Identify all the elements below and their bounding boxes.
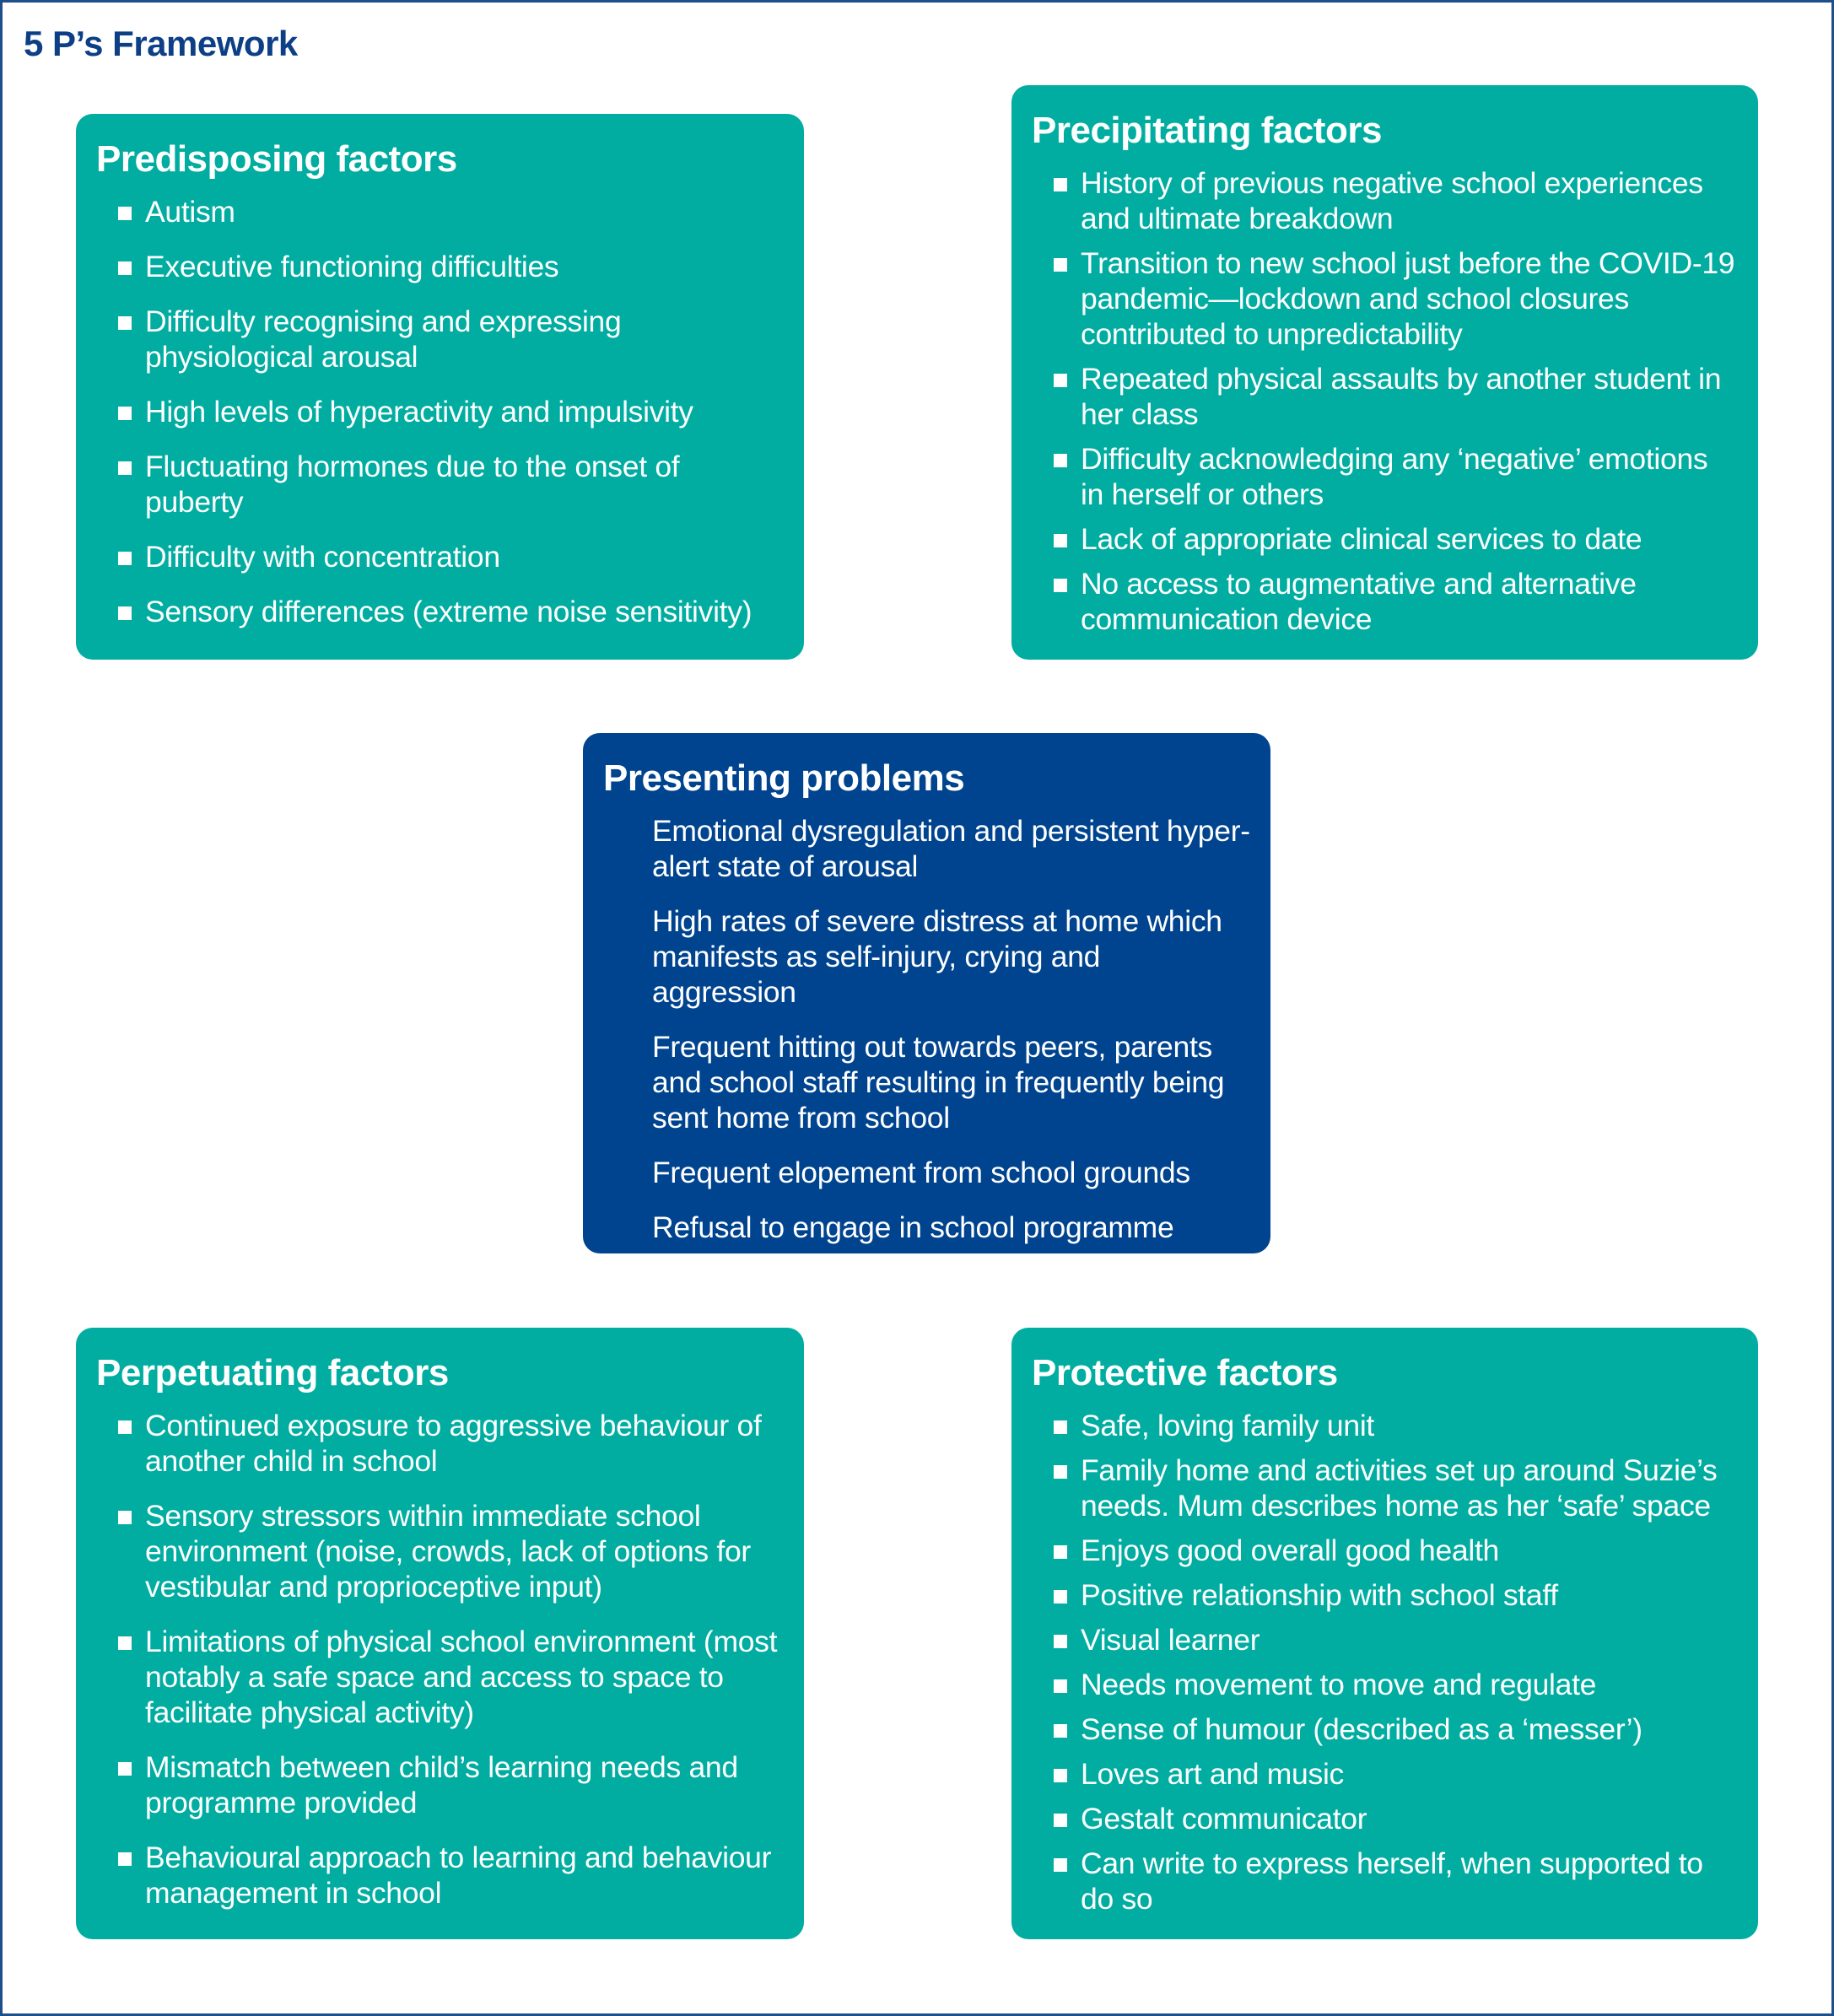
square-bullet-icon: [118, 1420, 132, 1434]
list-item: Fluctuating hormones due to the onset of puberty: [96, 449, 784, 520]
predisposing-heading: Predisposing factors: [96, 138, 457, 180]
list-item: Visual learner: [1032, 1622, 1738, 1658]
precipitating-list: [1032, 165, 1738, 637]
list-item: Difficulty acknowledging any ‘negative’ emotions in herself or others: [1032, 441, 1738, 512]
square-bullet-icon: [1054, 374, 1067, 387]
square-bullet-icon: [118, 407, 132, 420]
presenting-problems-box: [583, 733, 1270, 1253]
list-item: Frequent elopement from school grounds: [652, 1155, 1190, 1189]
square-bullet-icon: [118, 461, 132, 475]
square-bullet-icon: [1054, 534, 1067, 547]
square-bullet-icon: [118, 1511, 132, 1524]
list-item: Sensory differences (extreme noise sensitivity): [96, 594, 784, 629]
square-bullet-icon: [1054, 579, 1067, 592]
list-item: No access to augmentative and alternative communication device: [1032, 566, 1738, 637]
square-bullet-icon: [1054, 454, 1067, 467]
square-bullet-icon: [118, 1636, 132, 1650]
square-bullet-icon: [118, 316, 132, 330]
list-item: Family home and activities set up around Suzie’s needs. Mum describes home as her ‘safe’ space: [1032, 1453, 1738, 1523]
perpetuating-factors-box: [76, 1328, 804, 1939]
list-item: Sensory stressors within immediate school environment (noise, crowds, lack of options for vestibular and proprioceptive input): [96, 1498, 784, 1604]
list-item: Repeated physical assaults by another student in her class: [1032, 361, 1738, 432]
square-bullet-icon: [1054, 1858, 1067, 1872]
square-bullet-icon: [1054, 1769, 1067, 1782]
list-item: Limitations of physical school environment (most notably a safe space and access to space to facilitate physical activity): [96, 1624, 784, 1730]
list-item: Transition to new school just before the COVID-19 pandemic—lockdown and school closures contributed to unpredictability: [1032, 245, 1738, 352]
list-item: Needs movement to move and regulate: [1032, 1667, 1738, 1702]
square-bullet-icon: [1054, 1679, 1067, 1693]
perpetuating-list: [96, 1408, 784, 1911]
list-item: Sense of humour (described as a ‘messer’): [1032, 1711, 1738, 1747]
square-bullet-icon: [118, 1762, 132, 1776]
protective-factors-box: [1011, 1328, 1758, 1939]
list-item: Can write to express herself, when supported to do so: [1032, 1846, 1738, 1916]
square-bullet-icon: [1054, 1420, 1067, 1434]
list-item: Mismatch between child’s learning needs and programme provided: [96, 1749, 784, 1820]
list-item: Lack of appropriate clinical services to date: [1032, 521, 1738, 557]
square-bullet-icon: [1054, 1724, 1067, 1738]
list-item: Positive relationship with school staff: [1032, 1577, 1738, 1613]
list-item: Difficulty recognising and expressing physiological arousal: [96, 304, 784, 375]
list-item: Behavioural approach to learning and behaviour management in school: [96, 1840, 784, 1911]
protective-heading: Protective factors: [1032, 1352, 1338, 1393]
square-bullet-icon: [1054, 1635, 1067, 1648]
list-item: Frequent hitting out towards peers, parents and school staff resulting in frequently being sent home from school: [652, 1029, 1225, 1135]
list-item: Emotional dysregulation and persistent hyper-alert state of arousal: [652, 813, 1250, 883]
list-item: Difficulty with concentration: [96, 539, 784, 574]
square-bullet-icon: [118, 261, 132, 275]
presenting-list: [603, 813, 1250, 1245]
square-bullet-icon: [1054, 1590, 1067, 1604]
square-bullet-icon: [118, 606, 132, 620]
square-bullet-icon: [1054, 178, 1067, 191]
list-item: Enjoys good overall good health: [1032, 1533, 1738, 1568]
protective-list: [1032, 1408, 1738, 1916]
page-title: 5 P’s Framework: [24, 24, 298, 63]
square-bullet-icon: [1054, 1545, 1067, 1559]
list-item: Refusal to engage in school programme: [652, 1210, 1174, 1244]
square-bullet-icon: [1054, 1814, 1067, 1827]
list-item: Loves art and music: [1032, 1756, 1738, 1792]
square-bullet-icon: [1054, 1465, 1067, 1479]
list-item: Safe, loving family unit: [1032, 1408, 1738, 1443]
perpetuating-heading: Perpetuating factors: [96, 1352, 449, 1393]
presenting-heading: Presenting problems: [603, 757, 965, 799]
precipitating-heading: Precipitating factors: [1032, 110, 1382, 151]
list-item: Autism: [96, 194, 784, 229]
predisposing-factors-box: [76, 114, 804, 660]
precipitating-factors-box: [1011, 85, 1758, 660]
square-bullet-icon: [118, 552, 132, 565]
square-bullet-icon: [1054, 258, 1067, 272]
predisposing-list: [96, 194, 784, 629]
list-item: Gestalt communicator: [1032, 1801, 1738, 1836]
square-bullet-icon: [118, 1852, 132, 1866]
list-item: Executive functioning difficulties: [96, 249, 784, 284]
list-item: History of previous negative school experiences and ultimate breakdown: [1032, 165, 1738, 236]
list-item: High levels of hyperactivity and impulsivity: [96, 394, 784, 429]
list-item: Continued exposure to aggressive behaviour of another child in school: [96, 1408, 784, 1479]
list-item: High rates of severe distress at home which manifests as self-injury, crying and aggression: [652, 903, 1222, 1009]
square-bullet-icon: [118, 207, 132, 220]
